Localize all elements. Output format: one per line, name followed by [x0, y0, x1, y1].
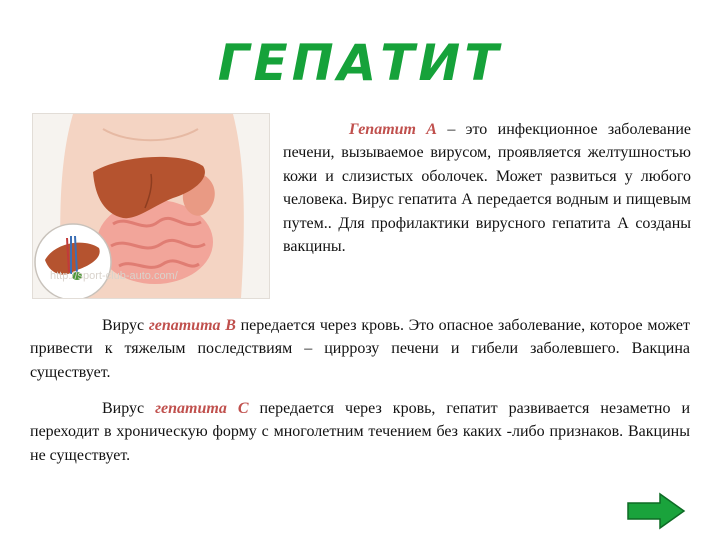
- intro-paragraph: [283, 118, 691, 258]
- image-watermark: http://sport-club-auto.com/: [50, 270, 178, 282]
- hepatitis-c-paragraph: [30, 397, 690, 467]
- next-slide-button[interactable]: [626, 492, 686, 530]
- intro-text: – это инфекционное заболевание печени, вызываемое вирусом, проявляется желтушностью кожи и слизистых оболочек. Может развиться у любого человека. Вирус гепатита А передается водным и пищевым путем.. Для профилактики вирусного гепатита А созданы вакцины.: [283, 121, 691, 256]
- hepatitis-b-term: гепатита В: [148, 317, 236, 334]
- hepatitis-b-paragraph: [30, 314, 690, 384]
- page-title: ГЕПАТИТ: [217, 34, 503, 92]
- hepatitis-a-term: Гепатит А: [349, 121, 437, 138]
- hepatitis-b-text: передается через кровь. Это опасное заболевание, которое может привести к тяжелым последствиям – циррозу печени и гибели заболевшего. Вакцина существует.: [30, 317, 691, 381]
- right-arrow-icon: [626, 492, 686, 530]
- hepatitis-b-lead: Вирус: [102, 317, 149, 334]
- hepatitis-c-lead: Вирус: [102, 400, 156, 417]
- hepatitis-c-text: передается через кровь, гепатит развивается незаметно и переходит в хроническую форму с многолетним течением без каких -либо признаков. Вакцины не существует.: [30, 400, 691, 464]
- hepatitis-c-term: гепатита С: [155, 400, 249, 417]
